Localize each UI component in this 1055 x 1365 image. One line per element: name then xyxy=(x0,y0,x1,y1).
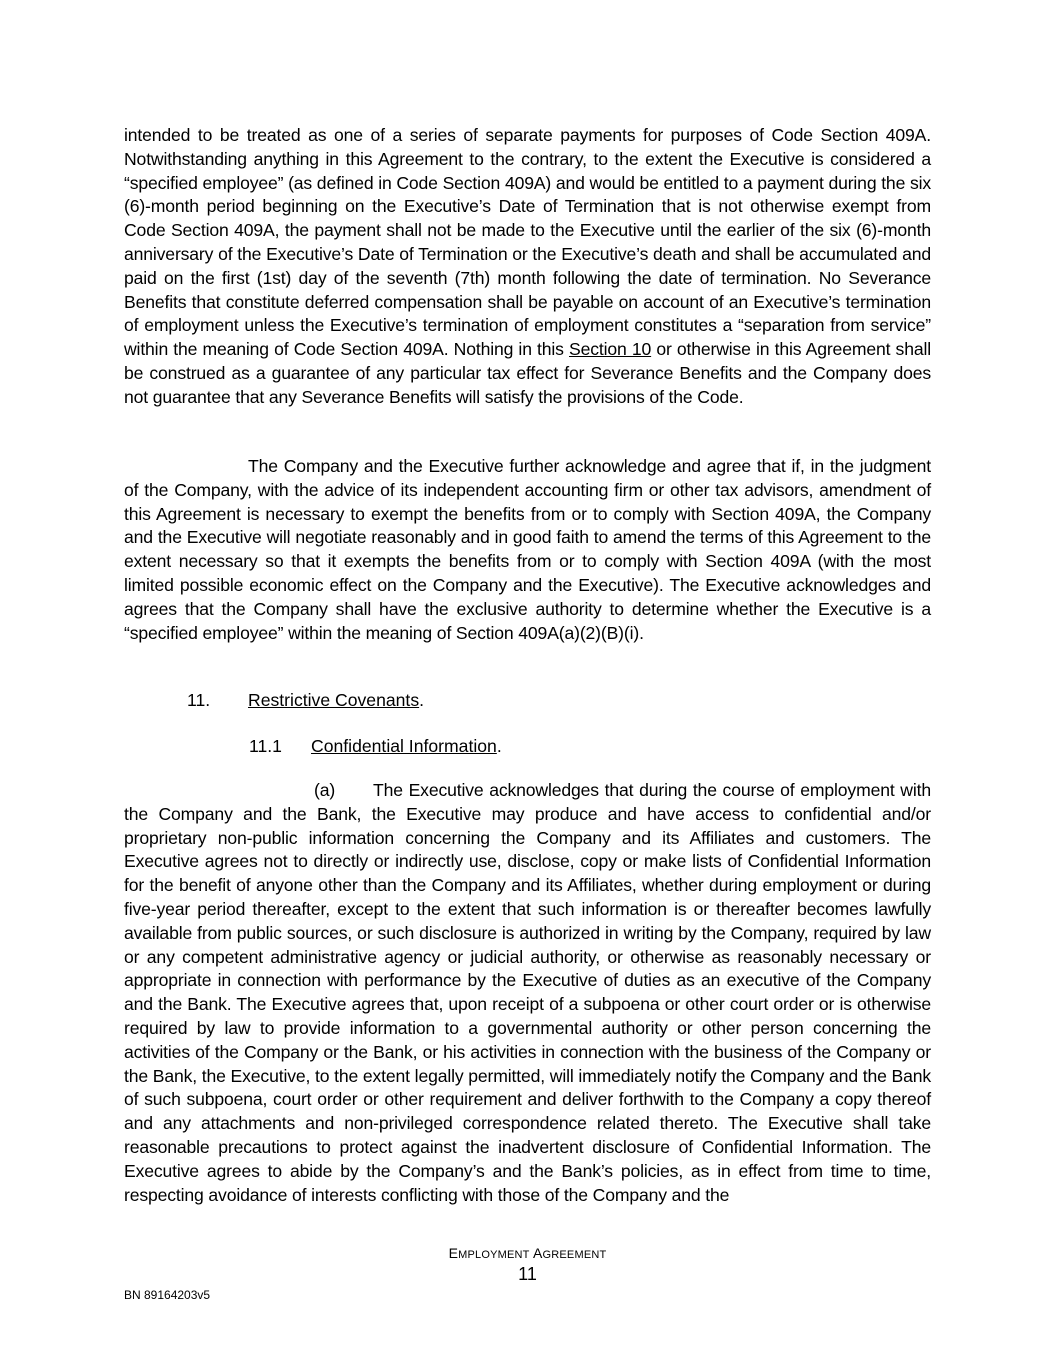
paragraph-confidential-information xyxy=(124,779,931,1207)
paragraph-text: intended to be treated as one of a series of separate payments for purposes of Code Section 409A. Notwithstanding anything in this Agreement to the contrary, to the extent the Executive is considered a “specified employee” (as defined in Code Section 409A) and would be entitled to a payment during the six (6)-month period beginning on the Executive’s Date of Termination that is not otherwise exempt from Code Section 409A, the payment shall not be made to the Executive until the earlier of the six (6)-month anniversary of the Executive’s Date of Termination or the Executive’s death and shall be accumulated and paid on the first (1st) day of the seventh (7th) month following the date of termination. No Severance Benefits that constitute deferred compensation shall be payable on account of an Executive’s termination of employment unless the Executive’s termination of employment constitutes a “separation from service” within the meaning of Code Section 409A. Nothing in this xyxy=(124,125,931,360)
section-number: 11.1 xyxy=(249,736,282,756)
section-title: Restrictive Covenants xyxy=(248,690,420,710)
section-11-heading xyxy=(187,689,424,713)
section-title: Confidential Information xyxy=(311,736,497,756)
section-title-period: . xyxy=(496,736,502,756)
page-number: 11 xyxy=(518,1264,537,1284)
clause-label: (a) xyxy=(314,780,336,800)
paragraph-text: or otherwise in this Agreement shall be construed as a guarantee of any particular tax effect for Severance Benefits and the Company does not guarantee that any Severance Benefits will satisfy the provisions of the Code. xyxy=(124,339,931,407)
footer-document-title: EMPLOYMENT AGREEMENT xyxy=(448,1245,607,1261)
section-number: 11. xyxy=(187,690,211,710)
paragraph-409a-amendment: The Company and the Executive further acknowledge and agree that if, in the judgment of the Company, with the advice of its independent accounting firm or other tax advisors, amendment of this Agreement is necessary to exempt the benefits from or to comply with Section 409A, the Company and the Executive will negotiate reasonably and in good faith to amend the terms of this Agreement to the extent necessary so that it exempts the benefits from or to comply with Section 409A (with the most limited possible economic effect on the Company and the Executive). The Executive acknowledges and agrees that the Company shall have the exclusive authority to determine whether the Executive is a “specified employee” within the meaning of Section 409A(a)(2)(B)(i). xyxy=(124,456,931,643)
paragraph-text: The Executive acknowledges that during the course of employment with the Company and the Bank, the Executive may produce and have access to confidential and/or proprietary non-public information concerning the Company and its Affiliates and customers. The Executive agrees not to directly or indirectly use, disclose, copy or make lists of Confidential Information for the benefit of anyone other than the Company and its Affiliates, whether during employment or during five-year period thereafter, except to the extent that such information is or thereafter becomes lawfully available from public sources, or such disclosure is authorized in writing by the Company, required by law or any competent administrative agency or judicial authority, or otherwise as reasonably necessary or appropriate in connection with performance by the Executive of duties as an executive of the Company and the Bank. The Executive agrees that, upon receipt of a subpoena or other court order or is otherwise required by law to provide information to a governmental authority or other person concerning the activities of the Company or the Bank, or his activities in connection with the business of the Company or the Bank, the Executive, to the extent legally permitted, will immediately notify the Company and the Bank of such subpoena, court order or other requirement and deliver forthwith to the Company a copy thereof and any attachments and non-privileged correspondence related thereto. The Executive shall take reasonable precautions to protect against the inadvertent disclosure of Confidential Information. The Executive agrees to abide by the Company’s and the Bank’s policies, as in effect from time to time, respecting avoidance of interests conflicting with those of the Company and the xyxy=(124,780,931,1205)
section-10-reference: Section 10 xyxy=(569,339,652,360)
section-11-1-heading xyxy=(249,735,502,759)
section-title-period: . xyxy=(419,690,425,710)
paragraph-409a-payments xyxy=(124,124,931,410)
document-id: BN 89164203v5 xyxy=(124,1288,211,1302)
